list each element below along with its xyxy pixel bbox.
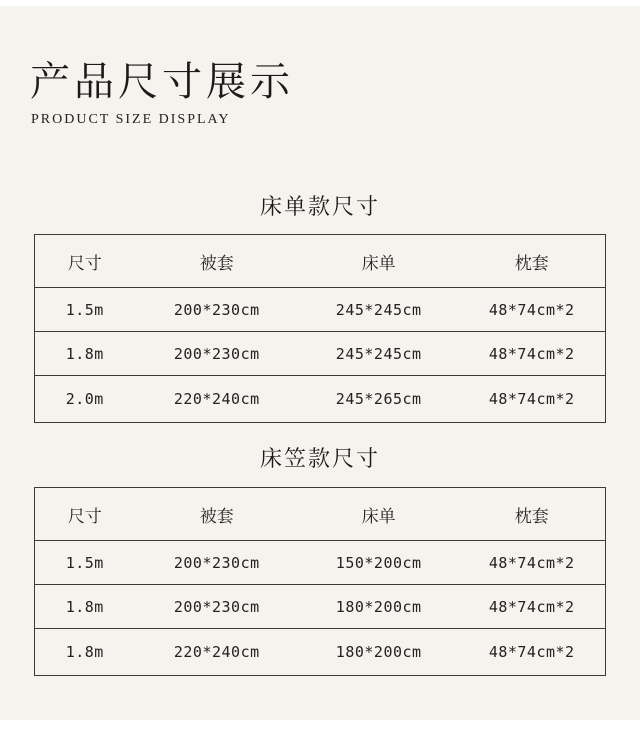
table-cell: 220*240cm [135, 629, 299, 676]
table-header-row [35, 488, 606, 541]
table-cell: 48*74cm*2 [458, 541, 605, 585]
table-cell: 200*230cm [135, 332, 299, 376]
size-table-sheet [34, 234, 606, 423]
column-header: 被套 [199, 253, 234, 274]
page-title: 产品尺寸展示 [30, 59, 294, 105]
table-cell: 1.5m [35, 288, 135, 332]
table-header-row [35, 235, 606, 288]
column-header: 床单 [361, 253, 396, 274]
column-header: 床单 [361, 506, 396, 527]
table-cell: 48*74cm*2 [458, 332, 605, 376]
table-cell: 1.8m [35, 629, 135, 676]
column-header: 被套 [199, 506, 234, 527]
table-row [35, 629, 606, 676]
table-row [35, 376, 606, 423]
table-row [35, 585, 606, 629]
content-panel [0, 6, 640, 720]
table-cell: 48*74cm*2 [458, 376, 605, 423]
column-header: 尺寸 [67, 253, 102, 274]
section-title-sheet: 床单款尺寸 [259, 195, 380, 220]
page-subtitle: PRODUCT SIZE DISPLAY [31, 112, 231, 127]
table-cell: 1.8m [35, 332, 135, 376]
table-cell: 220*240cm [135, 376, 299, 423]
table-cell: 200*230cm [135, 585, 299, 629]
column-header: 枕套 [514, 506, 549, 527]
table-cell: 180*200cm [299, 585, 458, 629]
size-table-fitted [34, 487, 606, 676]
table-cell: 150*200cm [299, 541, 458, 585]
table-cell: 200*230cm [135, 541, 299, 585]
section-title-fitted: 床笠款尺寸 [259, 447, 380, 472]
table-cell: 245*265cm [299, 376, 458, 423]
column-header: 尺寸 [67, 506, 102, 527]
table-cell: 200*230cm [135, 288, 299, 332]
table-cell: 1.5m [35, 541, 135, 585]
table-cell: 48*74cm*2 [458, 585, 605, 629]
table-cell: 2.0m [35, 376, 135, 423]
column-header: 枕套 [514, 253, 549, 274]
table-row [35, 288, 606, 332]
table-row [35, 332, 606, 376]
table-cell: 245*245cm [299, 288, 458, 332]
table-cell: 48*74cm*2 [458, 629, 605, 676]
table-cell: 180*200cm [299, 629, 458, 676]
table-cell: 48*74cm*2 [458, 288, 605, 332]
table-cell: 1.8m [35, 585, 135, 629]
table-cell: 245*245cm [299, 332, 458, 376]
table-row [35, 541, 606, 585]
